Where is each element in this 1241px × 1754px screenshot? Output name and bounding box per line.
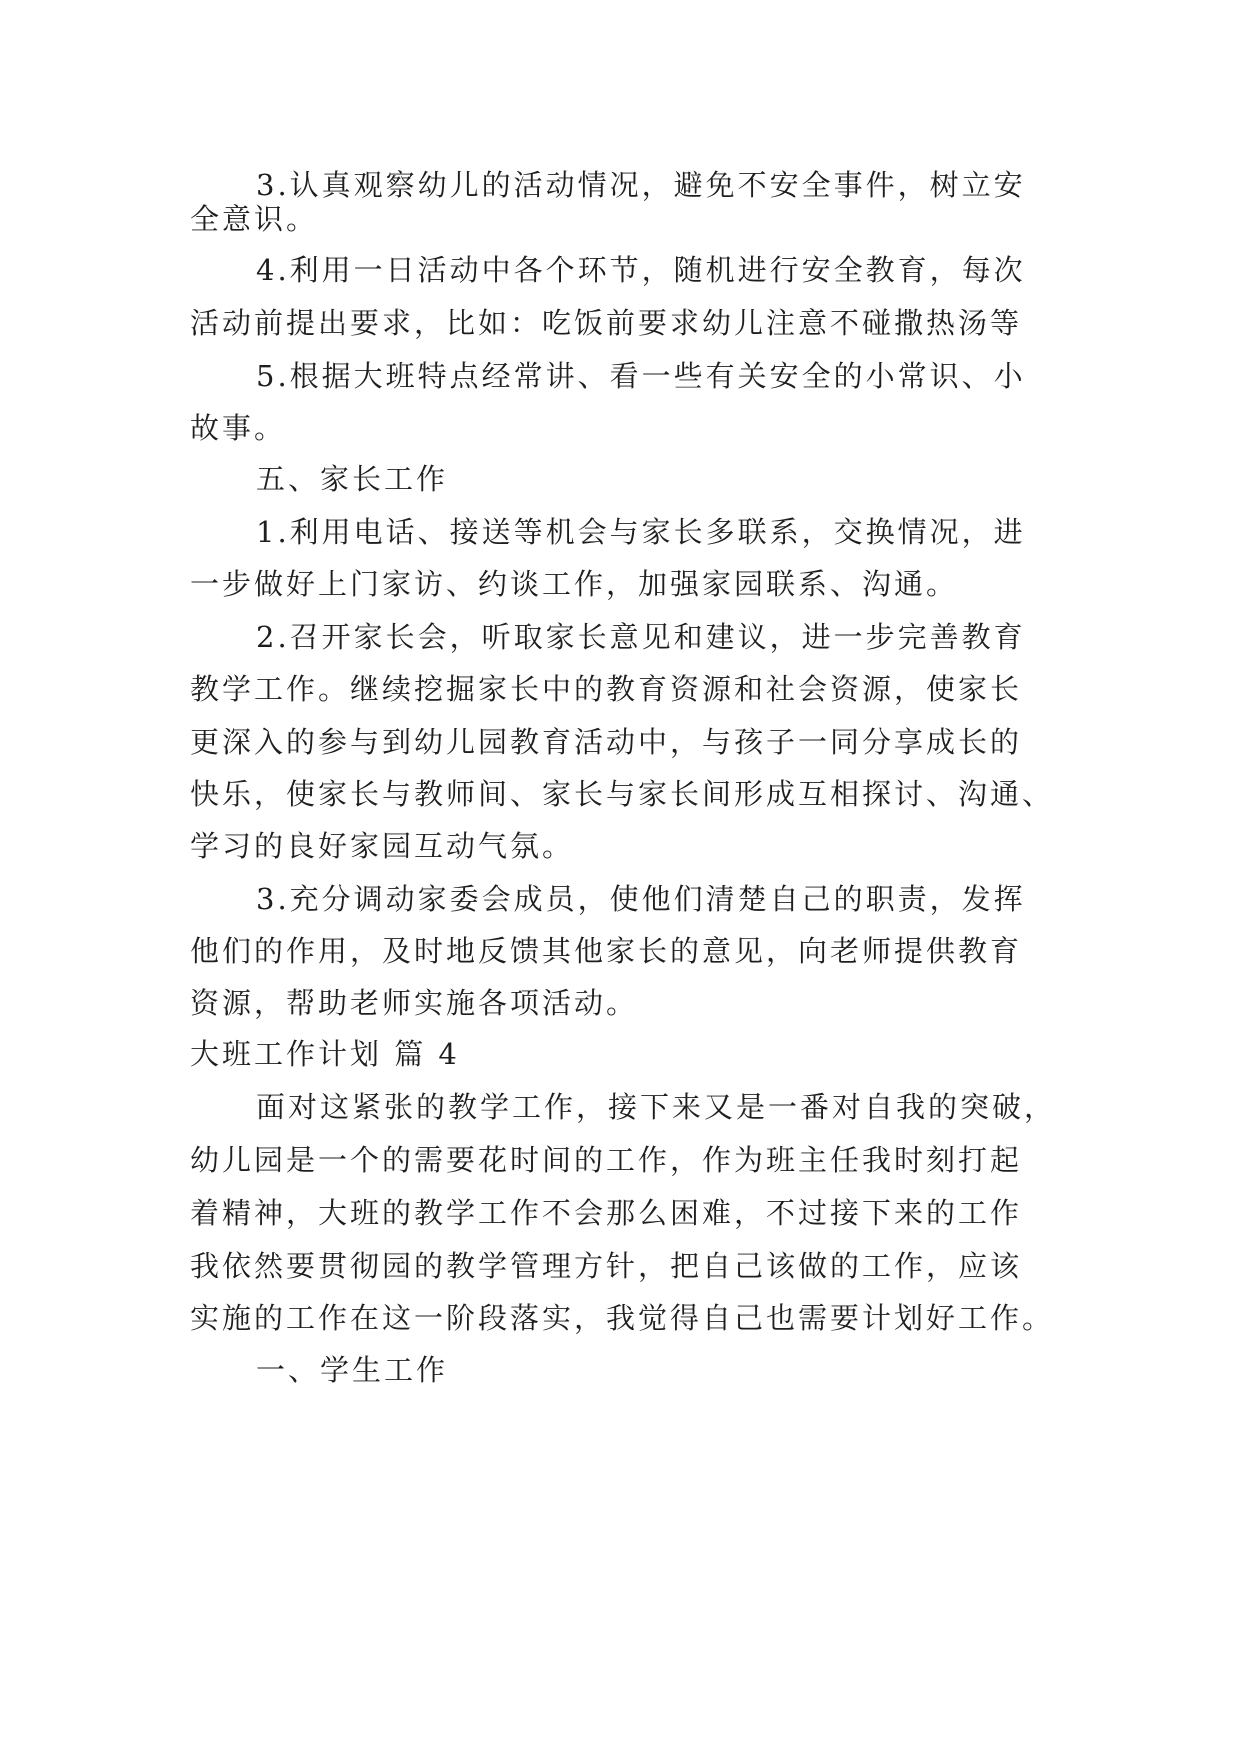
paragraph-line: 我依然要贯彻园的教学管理方针，把自己该做的工作，应该 bbox=[190, 1249, 1023, 1283]
document-section-title: 大班工作计划 篇 4 bbox=[190, 1037, 460, 1071]
paragraph-line: 着精神，大班的教学工作不会那么困难，不过接下来的工作 bbox=[190, 1196, 1023, 1230]
paragraph-line: 快乐，使家长与教师间、家长与家长间形成互相探讨、沟通、 bbox=[190, 777, 1055, 811]
paragraph-line: 活动前提出要求，比如：吃饭前要求幼儿注意不碰撒热汤等 bbox=[190, 306, 1023, 340]
paragraph-line: 面对这紧张的教学工作，接下来又是一番对自我的突破， bbox=[256, 1090, 1057, 1124]
paragraph-line: 3.充分调动家委会成员，使他们清楚自己的职责，发挥 bbox=[256, 882, 1026, 916]
paragraph-line: 全意识。 bbox=[190, 202, 319, 236]
paragraph-line: 他们的作用，及时地反馈其他家长的意见，向老师提供教育 bbox=[190, 934, 1023, 968]
paragraph-line: 3.认真观察幼儿的活动情况，避免不安全事件，树立安 bbox=[256, 168, 1026, 202]
section-heading: 五、家长工作 bbox=[256, 462, 449, 496]
paragraph-line: 实施的工作在这一阶段落实，我觉得自己也需要计划好工作。 bbox=[190, 1301, 1055, 1335]
section-heading: 一、学生工作 bbox=[256, 1353, 449, 1387]
paragraph-line: 一步做好上门家访、约谈工作，加强家园联系、沟通。 bbox=[190, 567, 959, 601]
paragraph-line: 幼儿园是一个的需要花时间的工作，作为班主任我时刻打起 bbox=[190, 1143, 1023, 1177]
paragraph-line: 资源，帮助老师实施各项活动。 bbox=[190, 986, 639, 1020]
paragraph-line: 4.利用一日活动中各个环节，随机进行安全教育，每次 bbox=[256, 253, 1026, 287]
paragraph-line: 学习的良好家园互动气氛。 bbox=[190, 829, 575, 863]
paragraph-line: 更深入的参与到幼儿园教育活动中，与孩子一同分享成长的 bbox=[190, 725, 1023, 759]
paragraph-line: 2.召开家长会，听取家长意见和建议，进一步完善教育 bbox=[256, 620, 1026, 654]
paragraph-line: 故事。 bbox=[190, 411, 287, 445]
paragraph-line: 5.根据大班特点经常讲、看一些有关安全的小常识、小 bbox=[256, 359, 1026, 393]
paragraph-line: 教学工作。继续挖掘家长中的教育资源和社会资源，使家长 bbox=[190, 672, 1023, 706]
paragraph-line: 1.利用电话、接送等机会与家长多联系，交换情况，进 bbox=[256, 515, 1026, 549]
